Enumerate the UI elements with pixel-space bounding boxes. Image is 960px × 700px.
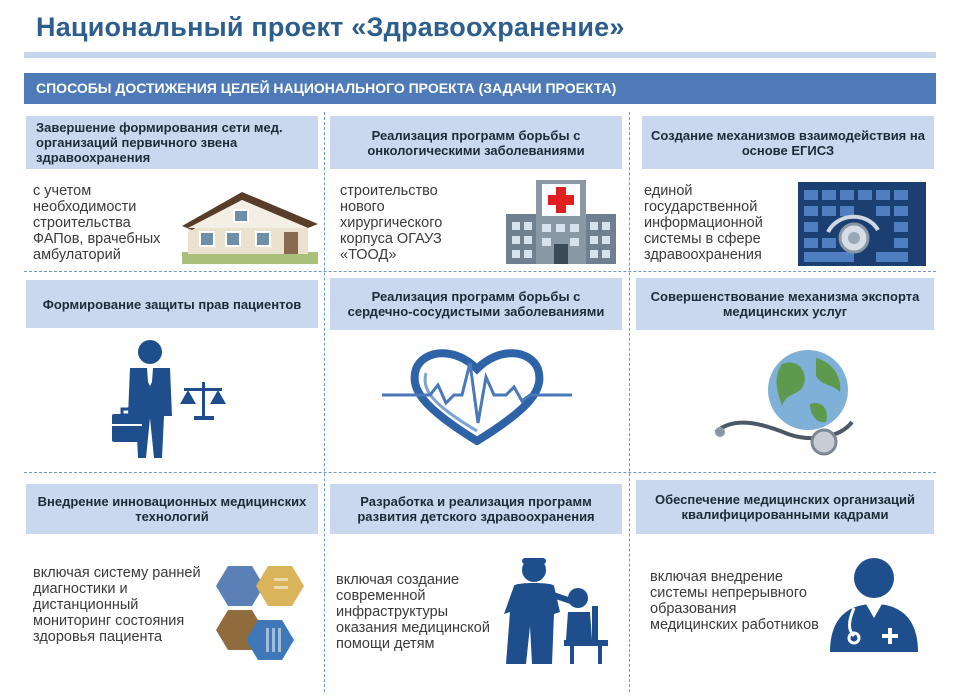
house-icon	[182, 186, 318, 264]
card-heading: Реализация программ борьбы с онкологическими заболеваниями	[330, 116, 622, 169]
grid-divider-row2	[24, 472, 936, 473]
globe-stethoscope-icon	[712, 344, 862, 456]
card-heading: Внедрение инновационных медицинских технологий	[26, 484, 318, 534]
card-heading: Реализация программ борьбы с сердечно-сосудистыми заболеваниями	[330, 278, 622, 330]
lawyer-scales-icon	[108, 338, 232, 462]
pediatrician-icon	[496, 556, 614, 668]
card-heading: Создание механизмов взаимодействия на основе ЕГИСЗ	[642, 116, 934, 169]
card-heading: Разработка и реализация программ развития детского здравоохранения	[330, 484, 622, 534]
title-underline	[24, 52, 936, 58]
card-heading: Совершенствование механизма экспорта медицинских услуг	[636, 278, 934, 330]
doctor-icon	[824, 556, 924, 652]
card-description: включая внедрение системы непрерывного образования медицинских работников	[650, 569, 819, 633]
card-description: включая систему ранней диагностики и дистанционный мониторинг состояния здоровья пациента	[33, 565, 201, 645]
card-heading: Формирование защиты прав пациентов	[26, 280, 318, 328]
grid-divider-row1	[24, 271, 936, 272]
card-description: единой государственной информационной системы в сфере здравоохранения	[644, 183, 763, 263]
card-heading: Завершение формирования сети мед. организаций первичного звена здравоохранения	[26, 116, 318, 169]
card-description: с учетом необходимости строительства ФАПов, врачебных амбулаторий	[33, 183, 161, 263]
grid-divider-col2	[629, 112, 630, 692]
card-heading: Обеспечение медицинских организаций квалифицированными кадрами	[636, 480, 934, 534]
tech-hexagons-icon	[206, 562, 306, 668]
section-banner: СПОСОБЫ ДОСТИЖЕНИЯ ЦЕЛЕЙ НАЦИОНАЛЬНОГО ПРОЕКТА (ЗАДАЧИ ПРОЕКТА)	[24, 73, 936, 104]
heart-pulse-icon	[382, 345, 572, 445]
card-description: строительство нового хирургического корпуса ОГАУЗ «ТООД»	[340, 183, 443, 263]
page-title: Национальный проект «Здравоохранение»	[36, 12, 625, 42]
card-description: включая создание современной инфраструктуры оказания медицинской помощи детям	[336, 572, 490, 652]
hospital-icon	[506, 174, 616, 264]
grid-divider-col1	[324, 112, 325, 692]
keyboard-stethoscope-icon	[798, 182, 926, 266]
